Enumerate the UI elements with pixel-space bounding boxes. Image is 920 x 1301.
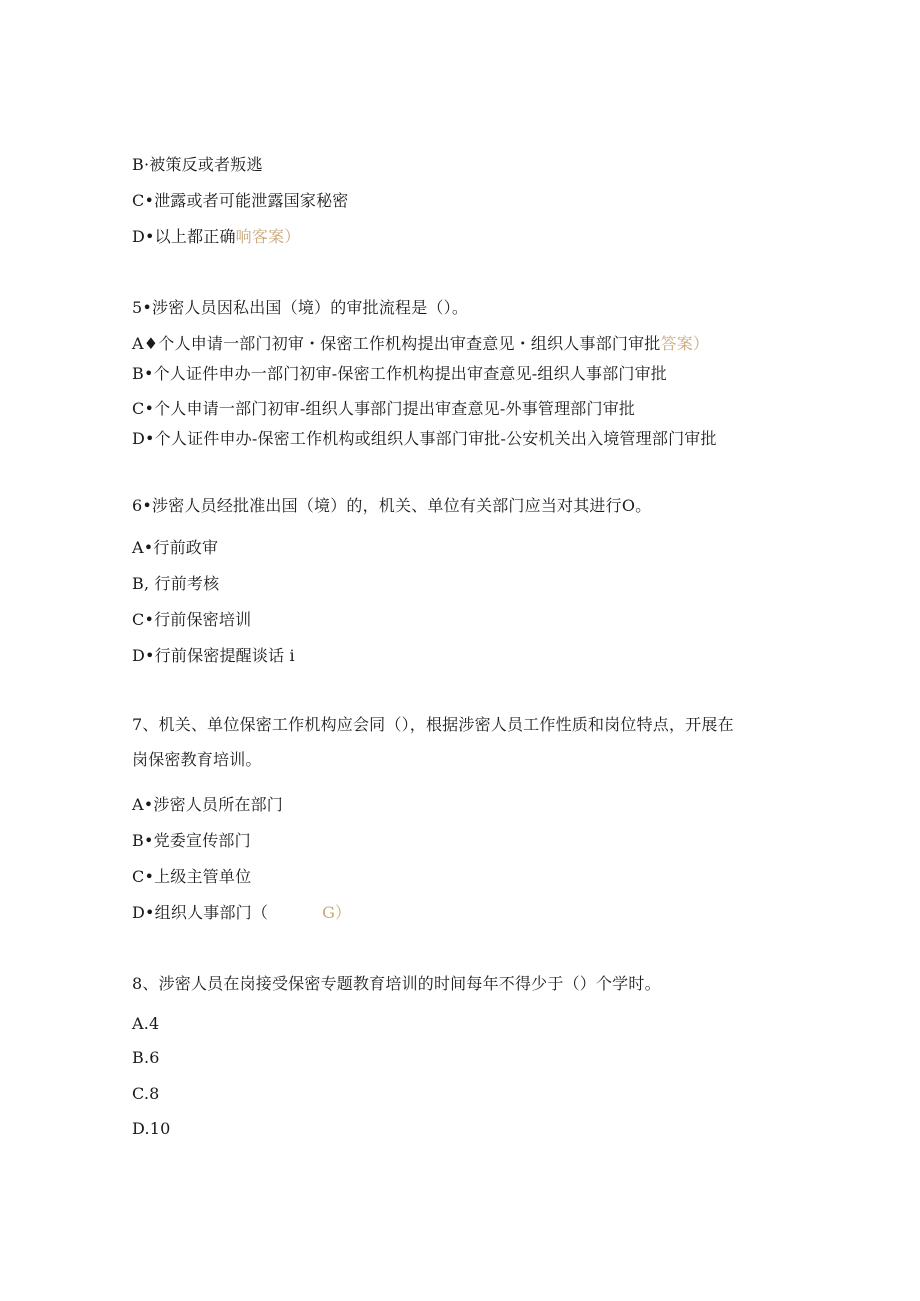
answer-mark: G） <box>322 903 352 922</box>
q8-option-a: A.4 <box>132 1014 160 1033</box>
q8-option-d: D.10 <box>132 1119 171 1138</box>
q6-option-c: C•行前保密培训 <box>132 610 252 629</box>
q5-option-b: B•个人证件申办一部门初审-保密工作机构提出审查意见-组织人事部门审批 <box>132 364 668 383</box>
q6-option-d: D•行前保密提醒谈话 i <box>132 646 295 665</box>
q4-option-b: B·被策反或者叛逃 <box>132 155 263 174</box>
q8-question: 8、涉密人员在岗接受保密专题教育培训的时间每年不得少于（）个学时。 <box>132 974 661 993</box>
q5-option-c: C•个人申请一部门初审-组织人事部门提出审查意见-外事管理部门审批 <box>132 399 636 418</box>
q7-option-d: D•组织人事部门（ G） <box>132 903 352 922</box>
q7-question-cont: 岗保密教育培训。 <box>132 750 262 769</box>
q6-question: 6•涉密人员经批准出国（境）的，机关、单位有关部门应当对其进行O。 <box>132 496 652 515</box>
q6-option-b: B, 行前考核 <box>132 574 220 593</box>
q7-option-c: C•上级主管单位 <box>132 867 252 886</box>
q7-option-b: B•党委宣传部门 <box>132 831 251 850</box>
answer-mark: 响客案） <box>235 227 301 246</box>
q4-option-c: C•泄露或者可能泄露国家秘密 <box>132 191 349 210</box>
q8-option-c: C.8 <box>132 1084 160 1103</box>
q5-question: 5•涉密人员因私出国（境）的审批流程是（）。 <box>132 298 469 317</box>
q5-option-d: D•个人证件申办-保密工作机构或组织人事部门审批-公安机关出入境管理部门审批 <box>132 429 717 448</box>
q4-option-d: D•以上都正确响客案） <box>132 227 301 246</box>
q6-option-a: A•行前政审 <box>132 538 219 557</box>
answer-mark: 答案） <box>660 334 710 353</box>
q7-question: 7、机关、单位保密工作机构应会同（），根据涉密人员工作性质和岗位特点，开展在 <box>132 715 734 734</box>
q8-option-b: B.6 <box>132 1048 160 1067</box>
q5-option-a: A♦个人申请一部门初审・保密工作机构提出审查意见・组织人事部门审批答案） <box>132 334 710 353</box>
q7-option-a: A•涉密人员所在部门 <box>132 795 283 814</box>
